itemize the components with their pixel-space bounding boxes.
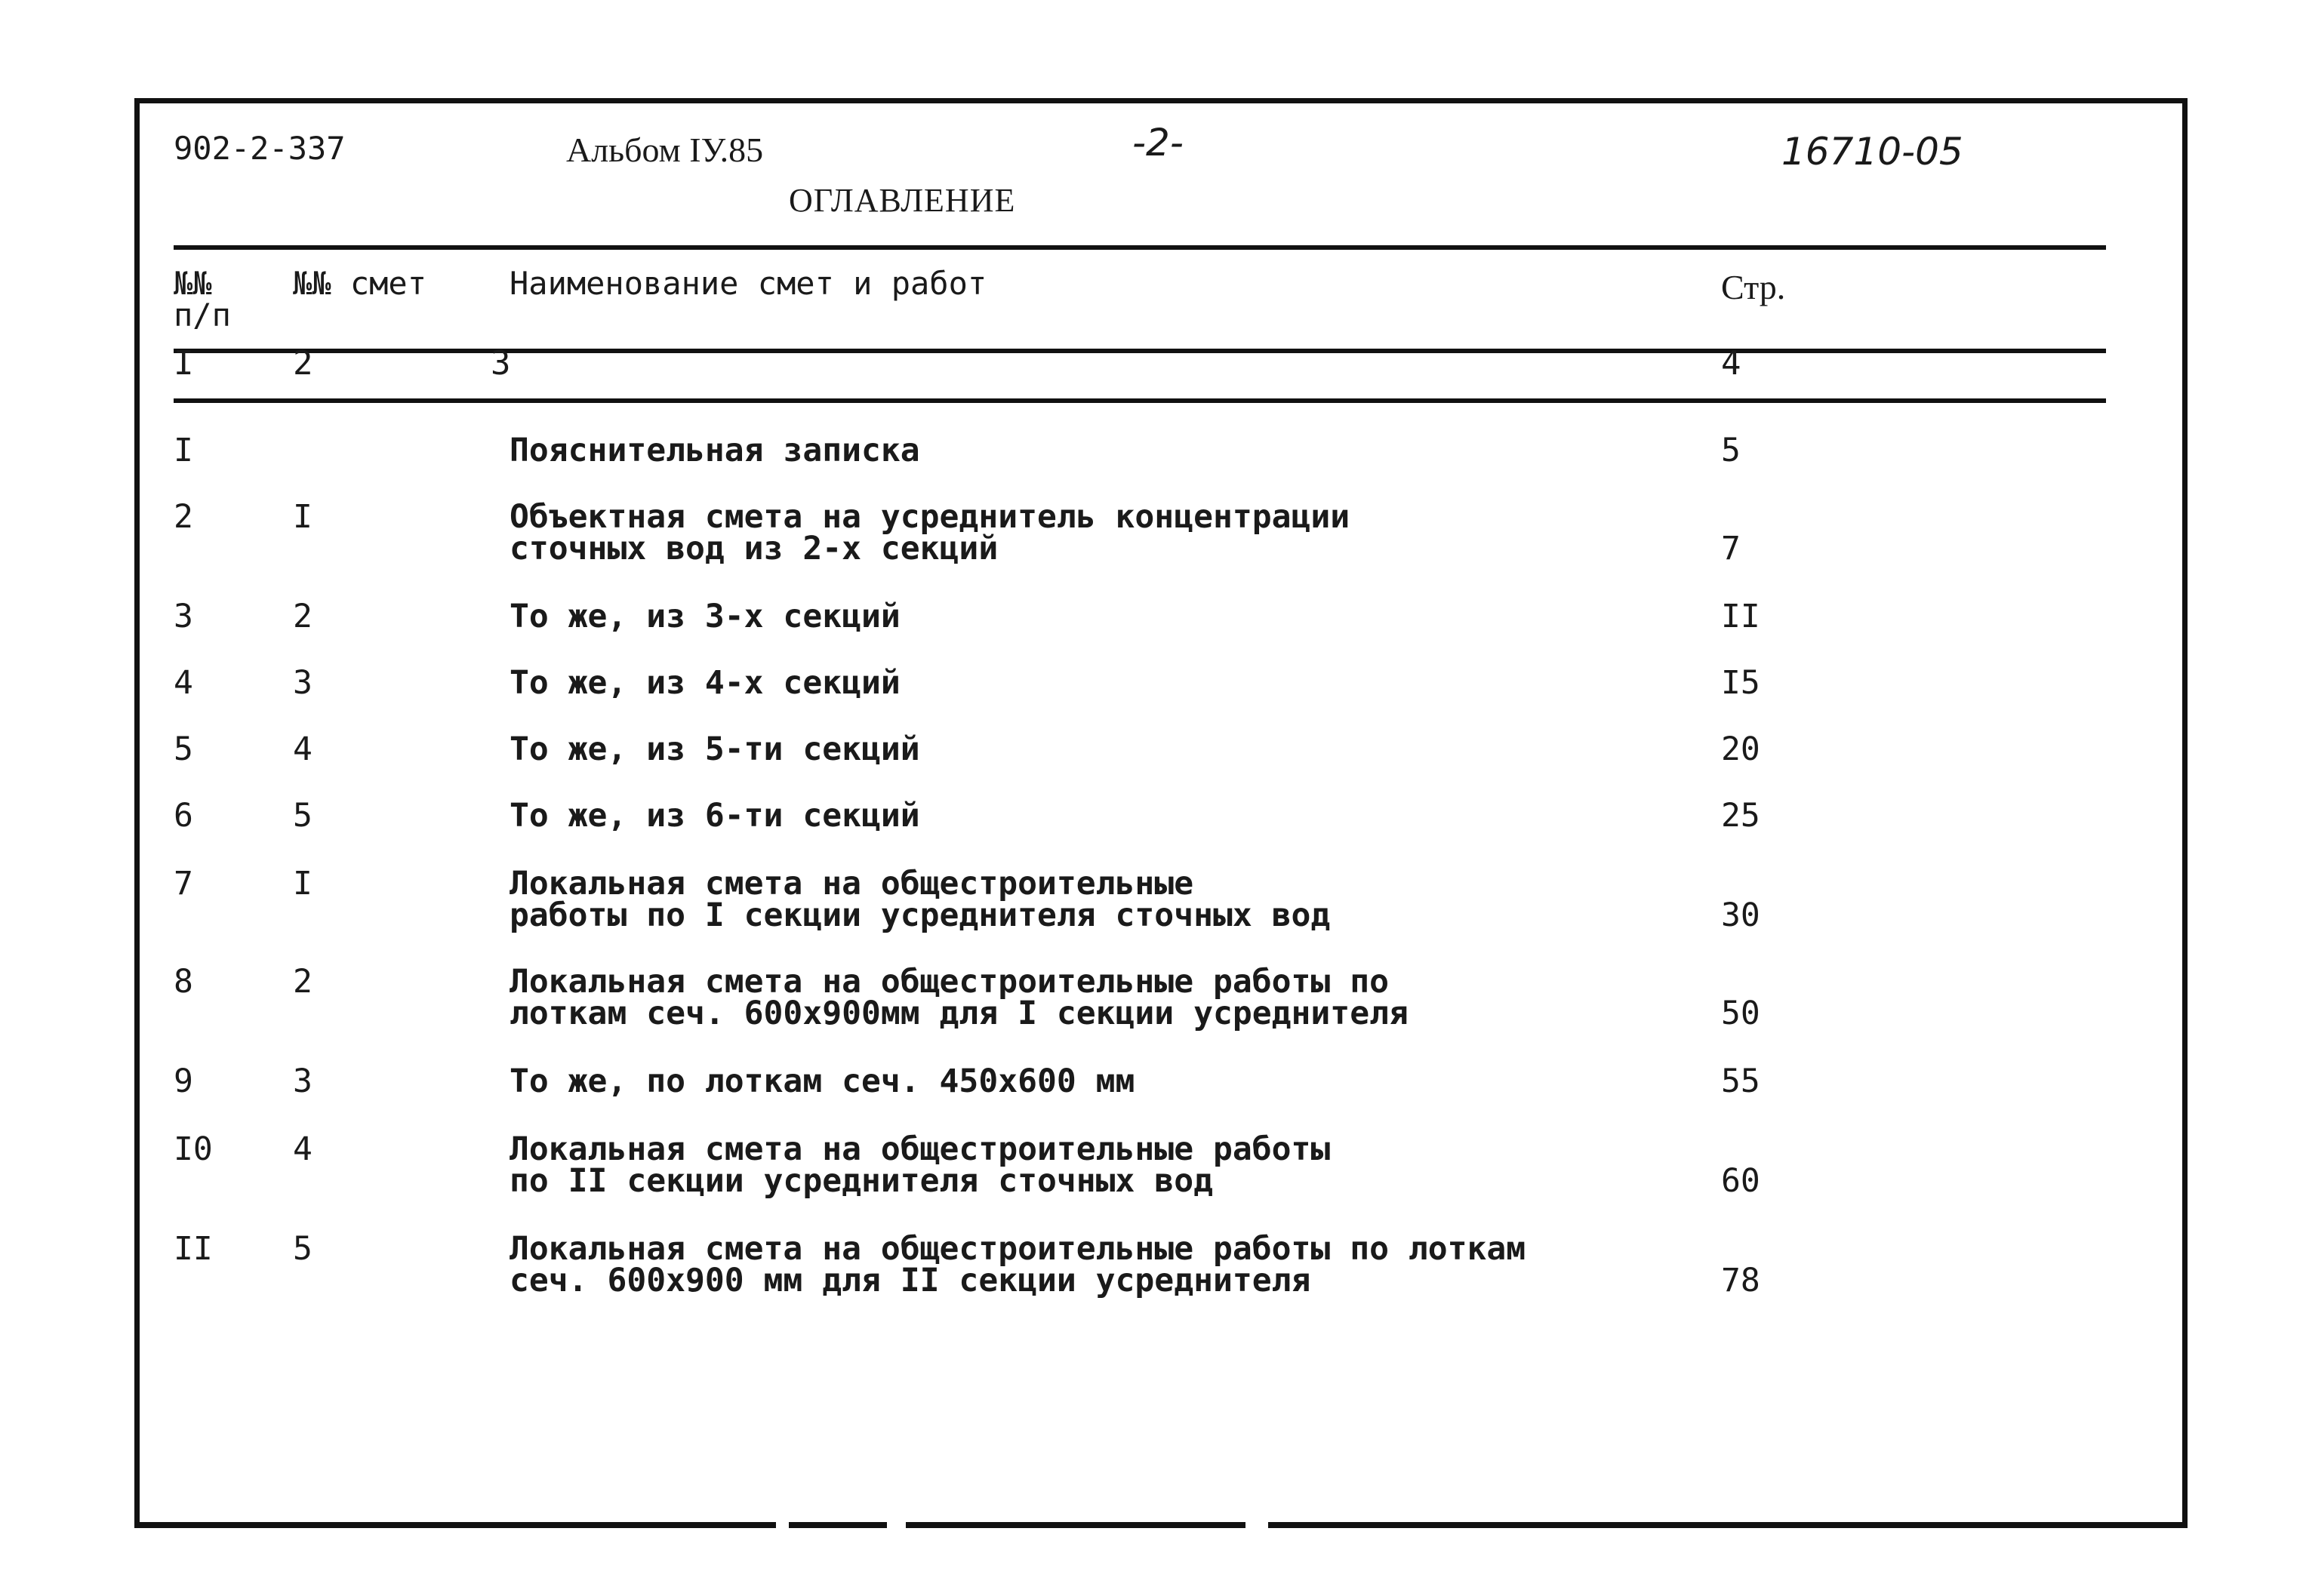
column-header-estimate: №№ смет [293,265,427,302]
item-name [510,730,1680,768]
column-number-1: I [174,344,194,383]
document-code: 902-2-337 [174,130,346,167]
item-name-line: Локальная смета на общестроительные [510,865,1194,903]
item-name-line: лоткам сеч. 600х900мм для I секции усреднителя [510,995,1409,1032]
header-top-rule [174,245,2106,250]
row-number: I [174,432,193,469]
column-number-4: 4 [1721,344,1741,383]
item-name-line: То же, из 3-х секций [510,598,901,635]
estimate-number: 5 [293,1230,313,1268]
item-name-line: Локальная смета на общестроительные работы по лоткам [510,1230,1526,1268]
item-name [510,598,1680,635]
estimate-number: 4 [293,1130,313,1168]
column-number-top-rule [174,349,2106,353]
row-number: 4 [174,664,193,702]
item-name-line: То же, из 4-х секций [510,664,901,702]
estimate-number: 3 [293,1062,313,1100]
row-number: 5 [174,730,193,768]
inventory-number: 16710-05 [1781,130,1963,174]
item-name-line: сеч. 600х900 мм для II секции усреднителя [510,1262,1311,1299]
item-name [510,1130,1680,1200]
estimate-number: I [293,498,313,536]
page-ref: 55 [1721,1062,1760,1100]
column-header-name: Наименование смет и работ [510,265,987,302]
item-name [510,664,1680,702]
frame-bottom-segment [789,1522,887,1528]
row-number: II [174,1230,213,1268]
estimate-number: I [293,865,313,903]
page-number: -2- [1132,121,1184,165]
page-ref: II [1721,598,1760,635]
page-ref: I5 [1721,664,1760,702]
item-name-line: Локальная смета на общестроительные работы по [510,963,1389,1001]
item-name-line: сточных вод из 2-х секций [510,530,999,567]
item-name [510,1230,1680,1299]
estimate-number: 2 [293,963,313,1001]
page-ref: 25 [1721,797,1760,835]
page-ref: 60 [1721,1162,1760,1200]
item-name-line: Объектная смета на усреднитель концентрации [510,498,1350,536]
column-number-3: 3 [491,344,511,383]
column-header-page: Стр. [1721,268,1786,306]
column-number-2: 2 [293,344,313,383]
item-name-line: работы по I секции усреднителя сточных вод [510,896,1331,934]
item-name-line: То же, из 5-ти секций [510,730,920,768]
frame-bottom-segment [134,1522,776,1528]
row-number: 7 [174,865,193,903]
item-name [510,432,1680,469]
row-number: I0 [174,1130,213,1168]
page-ref: 50 [1721,995,1760,1032]
item-name [510,498,1680,567]
column-number-bottom-rule [174,398,2106,403]
row-number: 8 [174,963,193,1001]
page-ref: 20 [1721,730,1760,768]
item-name-line: Локальная смета на общестроительные работы [510,1130,1331,1168]
estimate-number: 4 [293,730,313,768]
row-number: 2 [174,498,193,536]
page-ref: 30 [1721,896,1760,934]
item-name [510,1062,1680,1100]
column-header-no: №№ п/п [174,265,231,334]
item-name-line: Пояснительная записка [510,432,920,469]
row-number: 6 [174,797,193,835]
estimate-number: 3 [293,664,313,702]
page-ref: 78 [1721,1262,1760,1299]
estimate-number: 2 [293,598,313,635]
frame-bottom-segment [1268,1522,2188,1528]
page-ref: 5 [1721,432,1741,469]
page-ref: 7 [1721,530,1741,567]
frame-bottom-segment [906,1522,1245,1528]
item-name [510,963,1680,1032]
item-name [510,865,1680,934]
row-number: 9 [174,1062,193,1100]
estimate-number: 5 [293,797,313,835]
album-label: Альбом IУ.85 [566,131,764,169]
item-name [510,797,1680,835]
item-name-line: по II секции усреднителя сточных вод [510,1162,1213,1200]
item-name-line: То же, по лоткам сеч. 450х600 мм [510,1062,1135,1100]
page-title: ОГЛАВЛЕНИЕ [789,182,1016,219]
row-number: 3 [174,598,193,635]
item-name-line: То же, из 6-ти секций [510,797,920,835]
